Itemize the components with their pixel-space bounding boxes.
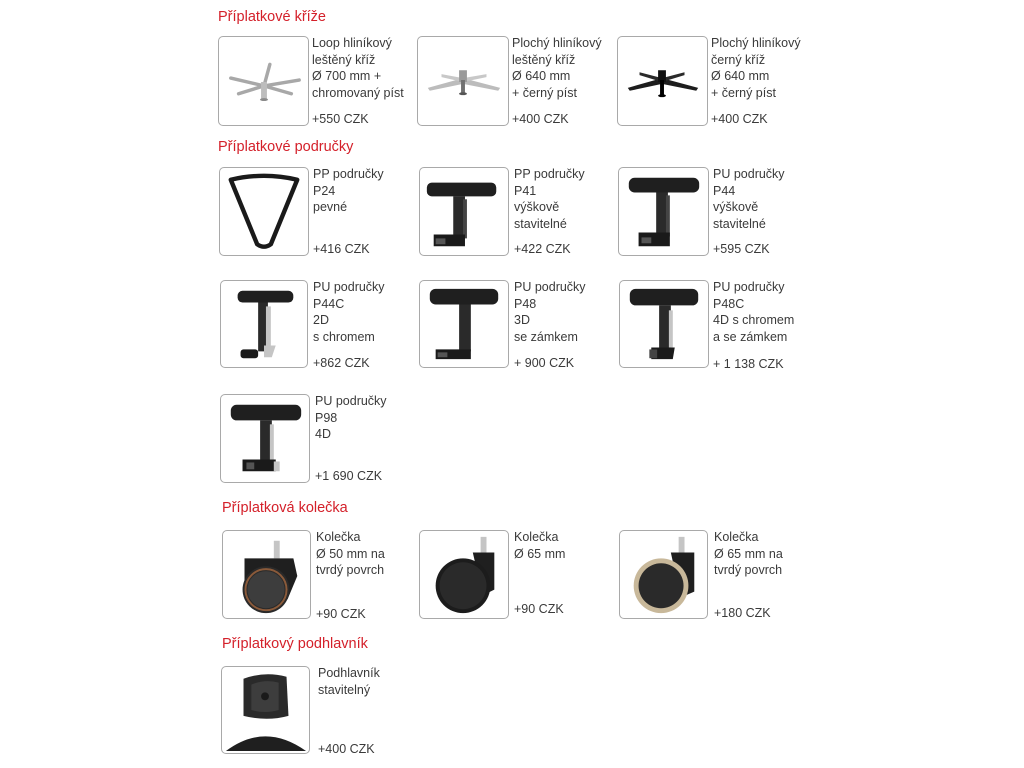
product-description: Plochý hliníkový leštěný kříž Ø 640 mm + černý píst xyxy=(512,36,602,100)
2d-chrome-armrest-icon xyxy=(220,280,308,368)
product-description: PU područky P98 4D xyxy=(315,394,387,442)
adjustable-armrest-icon xyxy=(419,167,509,256)
4d-chrome-armrest-icon xyxy=(619,280,709,368)
product-description: Kolečka Ø 65 mm na tvrdý povrch xyxy=(714,530,783,578)
product-price: +416 CZK xyxy=(313,242,370,256)
section-heading-casters: Příplatková kolečka xyxy=(222,500,348,516)
product-price: +180 CZK xyxy=(714,606,771,620)
product-description: Loop hliníkový leštěný kříž Ø 700 mm + chromovaný píst xyxy=(312,36,404,100)
product-description: PU područky P44C 2D s chromem xyxy=(313,280,385,344)
fixed-loop-armrest-icon xyxy=(219,167,309,256)
3d-armrest-icon xyxy=(419,280,509,368)
caster-65mm-icon xyxy=(419,530,509,619)
caster-65mm-hard-icon xyxy=(619,530,708,619)
product-description: PP područky P24 pevné xyxy=(313,167,384,215)
4d-armrest-icon xyxy=(220,394,310,483)
adjustable-armrest-icon xyxy=(618,167,709,256)
product-price: +862 CZK xyxy=(313,356,370,370)
product-price: +1 690 CZK xyxy=(315,469,383,483)
product-description: Plochý hliníkový černý kříž Ø 640 mm + černý píst xyxy=(711,36,801,100)
product-price: +400 CZK xyxy=(711,112,768,126)
product-price: +595 CZK xyxy=(713,242,770,256)
section-heading-armrests: Příplatkové područky xyxy=(218,139,354,155)
product-price: + 1 138 CZK xyxy=(713,357,784,371)
product-price: +90 CZK xyxy=(316,607,366,621)
product-description: PP područky P41 výškově stavitelné xyxy=(514,167,585,231)
section-heading-bases: Příplatkové kříže xyxy=(218,9,326,25)
caster-50mm-icon xyxy=(222,530,311,619)
product-description: PU područky P48C 4D s chromem a se zámkem xyxy=(713,280,795,344)
headrest-icon xyxy=(221,666,310,754)
product-description: Podhlavník stavitelný xyxy=(318,666,380,697)
section-heading-headrest: Příplatkový podhlavník xyxy=(222,636,368,652)
product-price: +550 CZK xyxy=(312,112,369,126)
product-price: +90 CZK xyxy=(514,602,564,616)
product-description: PU područky P48 3D se zámkem xyxy=(514,280,586,344)
product-description: Kolečka Ø 50 mm na tvrdý povrch xyxy=(316,530,385,578)
product-price: +422 CZK xyxy=(514,242,571,256)
flat-black-base-icon xyxy=(617,36,708,126)
product-price: + 900 CZK xyxy=(514,356,575,370)
product-price: +400 CZK xyxy=(512,112,569,126)
loop-aluminum-base-icon xyxy=(218,36,309,126)
product-description: PU područky P44 výškově stavitelné xyxy=(713,167,785,231)
product-price: +400 CZK xyxy=(318,742,375,756)
flat-polished-base-icon xyxy=(417,36,509,126)
product-description: Kolečka Ø 65 mm xyxy=(514,530,566,561)
